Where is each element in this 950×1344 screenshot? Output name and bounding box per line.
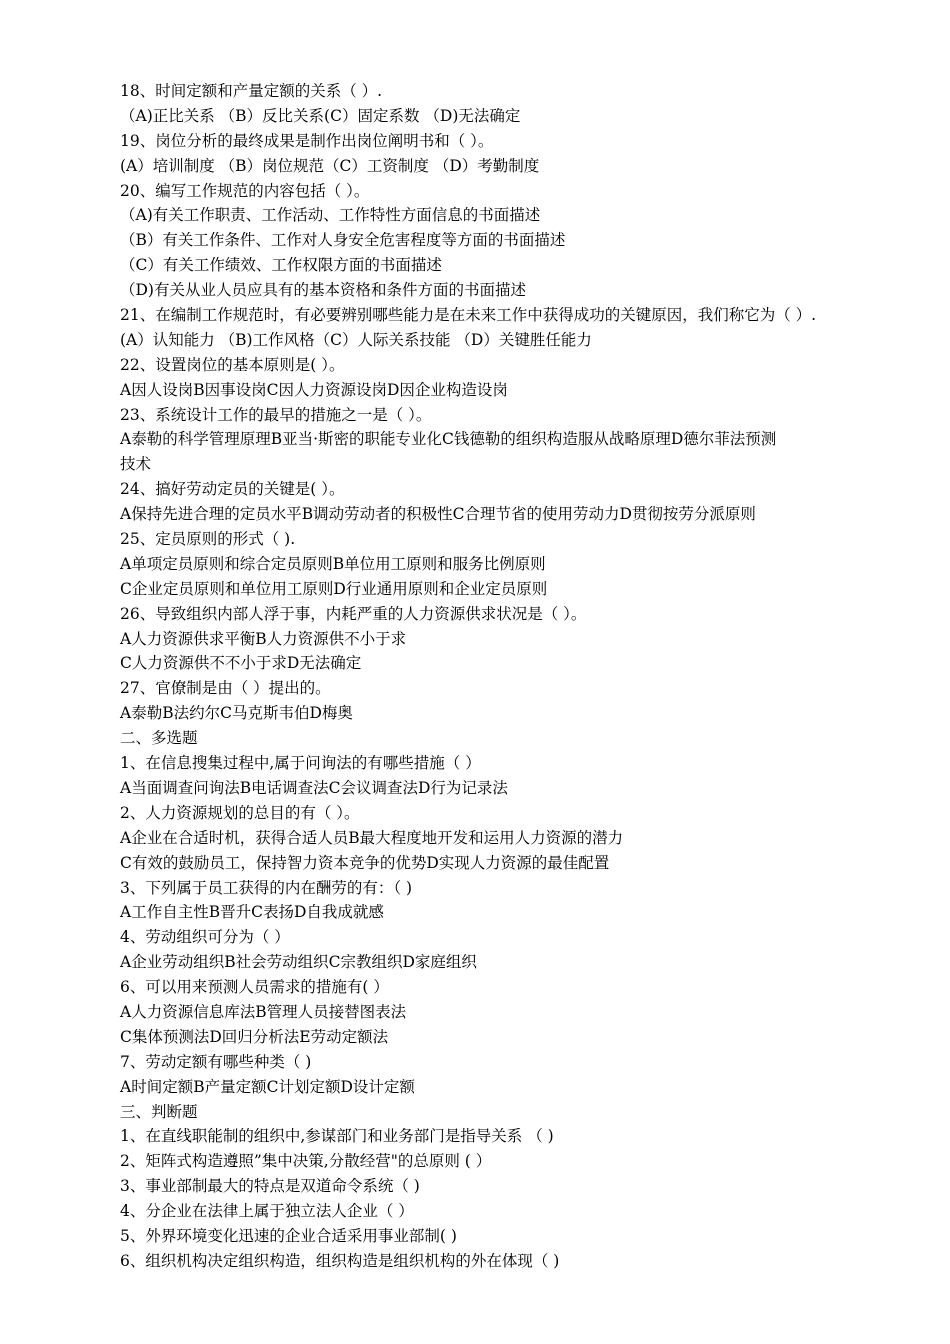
multi-question-2: 2、人力资源规划的总目的有（ ）。	[120, 803, 360, 822]
options-26-ab: A人力资源供求平衡B人力资源供不小于求	[120, 629, 407, 648]
option-20-b: （B）有关工作条件、工作对人身安全危害程度等方面的书面描述	[120, 231, 566, 250]
option-20-c: （C）有关工作绩效、工作权限方面的书面描述	[120, 256, 442, 275]
question-26: 26、导致组织内部人浮于事，内耗严重的人力资源供求状况是（ ）。	[120, 604, 587, 623]
multi-options-6-cde: C集体预测法D回归分析法E劳动定额法	[120, 1027, 389, 1046]
multi-question-1: 1、在信息搜集过程中,属于问询法的有哪些措施（ ）	[120, 754, 481, 773]
tf-question-4: 4、分企业在法律上属于独立法人企业（ ）	[120, 1202, 414, 1221]
options-19: (A）培训制度 （B）岗位规范（C）工资制度 （D）考勤制度	[120, 156, 540, 175]
options-23-cont: 技术	[120, 455, 152, 474]
multi-options-4: A企业劳动组织B社会劳动组织C宗教组织D家庭组织	[120, 953, 477, 972]
multi-question-4: 4、劳动组织可分为（ ）	[120, 928, 290, 947]
multi-options-3: A工作自主性B晋升C表扬D自我成就感	[120, 903, 384, 922]
options-23: A泰勒的科学管理原理B亚当·斯密的职能专业化C钱德勒的组织构造服从战略原理D德尔菲法预测	[120, 430, 777, 449]
question-23: 23、系统设计工作的最早的措施之一是（ ）。	[120, 405, 432, 424]
multi-options-7: A时间定额B产量定额C计划定额D设计定额	[120, 1077, 415, 1096]
options-18: （A)正比关系 （B）反比关系(C）固定系数 （D)无法确定	[120, 106, 521, 125]
tf-question-5: 5、外界环境变化迅速的企业合适采用事业部制( )	[120, 1226, 457, 1245]
document-page	[120, 79, 880, 1274]
multi-options-2-ab: A企业在合适时机，获得合适人员B最大程度地开发和运用人力资源的潜力	[120, 828, 624, 847]
multi-options-6-ab: A人力资源信息库法B管理人员接替图表法	[120, 1002, 407, 1021]
multi-options-2-cd: C有效的鼓励员工，保持智力资本竞争的优势D实现人力资源的最佳配置	[120, 853, 610, 872]
question-24: 24、搞好劳动定员的关键是( ）。	[120, 480, 345, 499]
option-20-d: （D)有关从业人员应具有的基本资格和条件方面的书面描述	[120, 281, 526, 300]
options-24: A保持先进合理的定员水平B调动劳动者的积极性C合理节省的使用劳动力D贯彻按劳分派原则	[120, 505, 756, 524]
tf-question-6: 6、组织机构决定组织构造，组织构造是组织机构的外在体现（ )	[120, 1251, 560, 1270]
tf-question-3: 3、事业部制最大的特点是双道命令系统（ )	[120, 1177, 420, 1196]
options-27: A泰勒B法约尔C马克斯韦伯D梅奥	[120, 704, 353, 723]
question-19: 19、岗位分析的最终成果是制作出岗位阐明书和（ ）。	[120, 131, 494, 150]
options-22: A因人设岗B因事设岗C因人力资源设岗D因企业构造设岗	[120, 380, 508, 399]
options-25-ab: A单项定员原则和综合定员原则B单位用工原则和服务比例原则	[120, 554, 546, 573]
options-21: (A）认知能力 （B)工作风格（C）人际关系技能 （D）关键胜任能力	[120, 330, 592, 349]
multi-question-6: 6、可以用来预测人员需求的措施有( ）	[120, 978, 389, 997]
section-heading-multi-choice: 二、多选题	[120, 729, 198, 748]
question-25: 25、定员原则的形式（ ).	[120, 530, 296, 549]
multi-question-3: 3、下列属于员工获得的内在酬劳的有：（ )	[120, 878, 413, 897]
question-18: 18、时间定额和产量定额的关系（ ）.	[120, 82, 383, 100]
tf-question-1: 1、在直线职能制的组织中,参谋部门和业务部门是指导关系 （ )	[120, 1127, 554, 1146]
multi-options-1: A当面调查问询法B电话调查法C会议调查法D行为记录法	[120, 778, 508, 797]
multi-question-7: 7、劳动定额有哪些种类（ )	[120, 1052, 312, 1071]
question-22: 22、设置岗位的基本原则是( ）。	[120, 355, 345, 374]
tf-question-2: 2、矩阵式构造遵照”集中决策,分散经营"的总原则 ( ）	[120, 1152, 492, 1171]
section-heading-true-false: 三、判断题	[120, 1102, 198, 1121]
question-21: 21、在编制工作规范时，有必要辨别哪些能力是在未来工作中获得成功的关键原因，我们称它为（ ）.	[120, 306, 817, 325]
options-26-cd: C人力资源供不不小于求D无法确定	[120, 654, 362, 673]
question-20: 20、编写工作规范的内容包括（ ）。	[120, 181, 370, 200]
question-27: 27、官僚制是由（ ）提出的。	[120, 679, 331, 698]
options-25-cd: C企业定员原则和单位用工原则D行业通用原则和企业定员原则	[120, 579, 548, 598]
option-20-a: （A)有关工作职责、工作活动、工作特性方面信息的书面描述	[120, 206, 541, 225]
